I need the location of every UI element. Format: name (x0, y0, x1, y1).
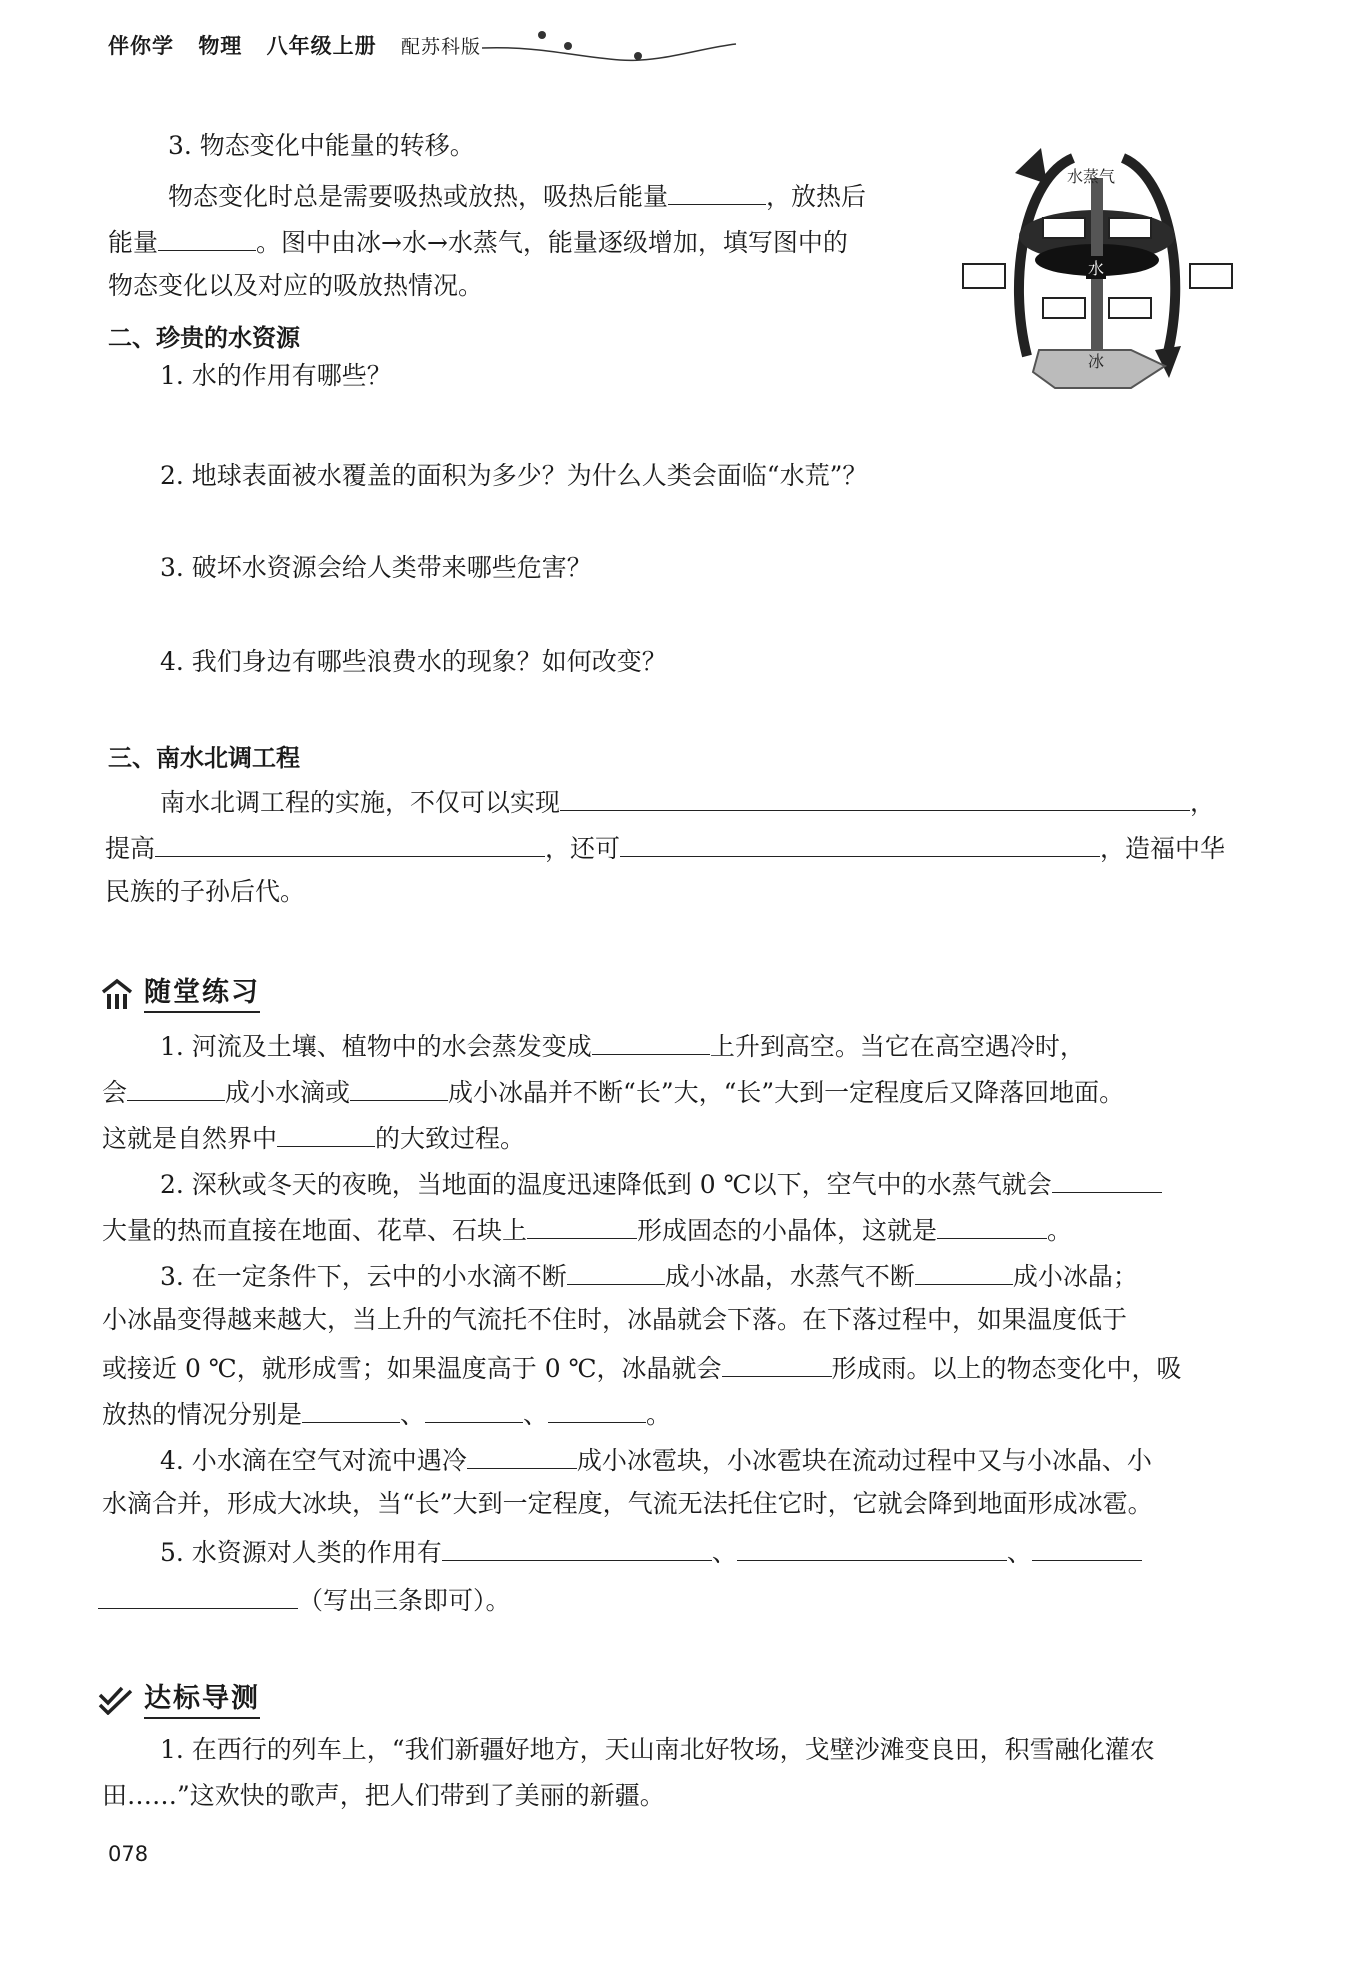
answer-blank[interactable] (567, 1254, 665, 1285)
practice-q1-line-2: 会 成小水滴或 成小冰晶并不断“长”大，“长”大到一定程度后又降落回地面。 (102, 1070, 1124, 1113)
test-q1-line-2: 田……”这欢快的歌声，把人们带到了美丽的新疆。 (102, 1781, 665, 1810)
practice-q1-line-3: 这就是自然界中 的大致过程。 (102, 1116, 525, 1159)
energy-transfer-heading: 3. 物态变化中能量的转移。 (168, 131, 475, 160)
answer-blank[interactable] (155, 826, 545, 857)
answer-blank[interactable] (158, 220, 256, 251)
practice-q3-line-3: 或接近 0 ℃，就形成雪；如果温度高于 0 ℃，冰晶就会 形成雨。以上的物态变化中，吸 (102, 1346, 1182, 1389)
header-edition: 配苏科版 (400, 36, 481, 58)
practice-title: 随堂练习 (144, 970, 260, 1013)
energy-paragraph-line-1: 物态变化时总是需要吸热或放热，吸热后能量 ，放热后 (168, 174, 866, 217)
answer-blank[interactable] (442, 1530, 712, 1561)
answer-blank[interactable] (937, 1208, 1047, 1239)
question-water-role: 1. 水的作用有哪些？ (160, 361, 392, 390)
practice-q3-line-4: 放热的情况分别是 、 、 。 (102, 1392, 671, 1435)
answer-box[interactable] (1190, 264, 1232, 288)
test-banner (98, 1676, 260, 1719)
ice-label: 冰 (1088, 352, 1105, 371)
vapor-label: 水蒸气 (1067, 167, 1116, 186)
running-header (108, 30, 497, 60)
practice-q5-line-2: （写出三条即可）。 (98, 1578, 511, 1621)
practice-q2-line-1: 2. 深秋或冬天的夜晚，当地面的温度迅速降低到 0 ℃以下，空气中的水蒸气就会 (160, 1162, 1162, 1205)
test-q1-line-1: 1. 在西行的列车上，“我们新疆好地方，天山南北好牧场，戈壁沙滩变良田，积雪融化灌农 (160, 1735, 1155, 1764)
header-wave-ornament (480, 26, 740, 66)
practice-q4-line-2: 水滴合并，形成大冰块，当“长”大到一定程度，气流无法托住它时，它就会降到地面形成冰雹。 (102, 1489, 1153, 1518)
page-number: 078 (108, 1842, 149, 1866)
answer-blank[interactable] (277, 1116, 375, 1147)
diversion-line-1: 南水北调工程的实施，不仅可以实现 ， (160, 780, 1215, 823)
energy-paragraph-line-2: 能量 。图中由冰→水→水蒸气，能量逐级增加，填写图中的 (108, 220, 848, 263)
answer-blank[interactable] (668, 174, 766, 205)
answer-blank[interactable] (620, 826, 1100, 857)
energy-paragraph-line-3: 物态变化以及对应的吸放热情况。 (108, 271, 484, 300)
answer-blank[interactable] (98, 1578, 298, 1609)
test-title: 达标导测 (144, 1676, 260, 1719)
state-change-diagram (955, 128, 1240, 398)
section-water-resources-title: 二、珍贵的水资源 (108, 324, 300, 352)
practice-q3-line-2: 小冰晶变得越来越大，当上升的气流托不住时，冰晶就会下落。在下落过程中，如果温度低于 (102, 1305, 1128, 1334)
header-subject: 物理 (198, 34, 243, 58)
answer-blank[interactable] (425, 1392, 523, 1423)
house-icon (100, 977, 134, 1011)
practice-q4-line-1: 4. 小水滴在空气对流中遇冷 成小冰雹块，小冰雹块在流动过程中又与小冰晶、小 (160, 1438, 1152, 1481)
answer-blank[interactable] (350, 1070, 448, 1101)
answer-blank[interactable] (737, 1530, 1007, 1561)
question-waste: 4. 我们身边有哪些浪费水的现象？如何改变？ (160, 647, 667, 676)
answer-blank[interactable] (560, 780, 1190, 811)
answer-box[interactable] (963, 264, 1005, 288)
double-check-icon (98, 1685, 134, 1715)
answer-box[interactable] (1109, 218, 1151, 238)
answer-blank[interactable] (127, 1070, 225, 1101)
answer-box[interactable] (1043, 298, 1085, 318)
answer-blank[interactable] (548, 1392, 646, 1423)
section-diversion-title: 三、南水北调工程 (108, 744, 300, 772)
answer-blank[interactable] (467, 1438, 577, 1469)
diversion-line-2: 提高 ，还可 ，造福中华 (105, 826, 1225, 869)
answer-blank[interactable] (915, 1254, 1013, 1285)
answer-box[interactable] (1109, 298, 1151, 318)
answer-blank[interactable] (592, 1024, 710, 1055)
answer-blank[interactable] (1052, 1162, 1162, 1193)
practice-q3-line-1: 3. 在一定条件下，云中的小水滴不断 成小冰晶，水蒸气不断 成小冰晶； (160, 1254, 1138, 1297)
practice-q1-line-1: 1. 河流及土壤、植物中的水会蒸发变成 上升到高空。当它在高空遇冷时， (160, 1024, 1085, 1067)
water-label: 水 (1086, 256, 1106, 279)
answer-blank[interactable] (1032, 1530, 1142, 1561)
practice-q2-line-2: 大量的热而直接在地面、花草、石块上 形成固态的小晶体，这就是 。 (102, 1208, 1072, 1251)
answer-blank[interactable] (722, 1346, 832, 1377)
question-earth-coverage: 2. 地球表面被水覆盖的面积为多少？为什么人类会面临“水荒”？ (160, 461, 868, 490)
answer-box[interactable] (1043, 218, 1085, 238)
question-damage: 3. 破坏水资源会给人类带来哪些危害？ (160, 553, 592, 582)
answer-blank[interactable] (302, 1392, 400, 1423)
diversion-line-3: 民族的子孙后代。 (105, 877, 306, 906)
header-grade: 八年级上册 (266, 34, 377, 58)
answer-blank[interactable] (527, 1208, 637, 1239)
practice-banner (100, 970, 260, 1013)
header-brand: 伴你学 (108, 34, 174, 58)
practice-q5-line-1: 5. 水资源对人类的作用有 、 、 (160, 1530, 1142, 1573)
